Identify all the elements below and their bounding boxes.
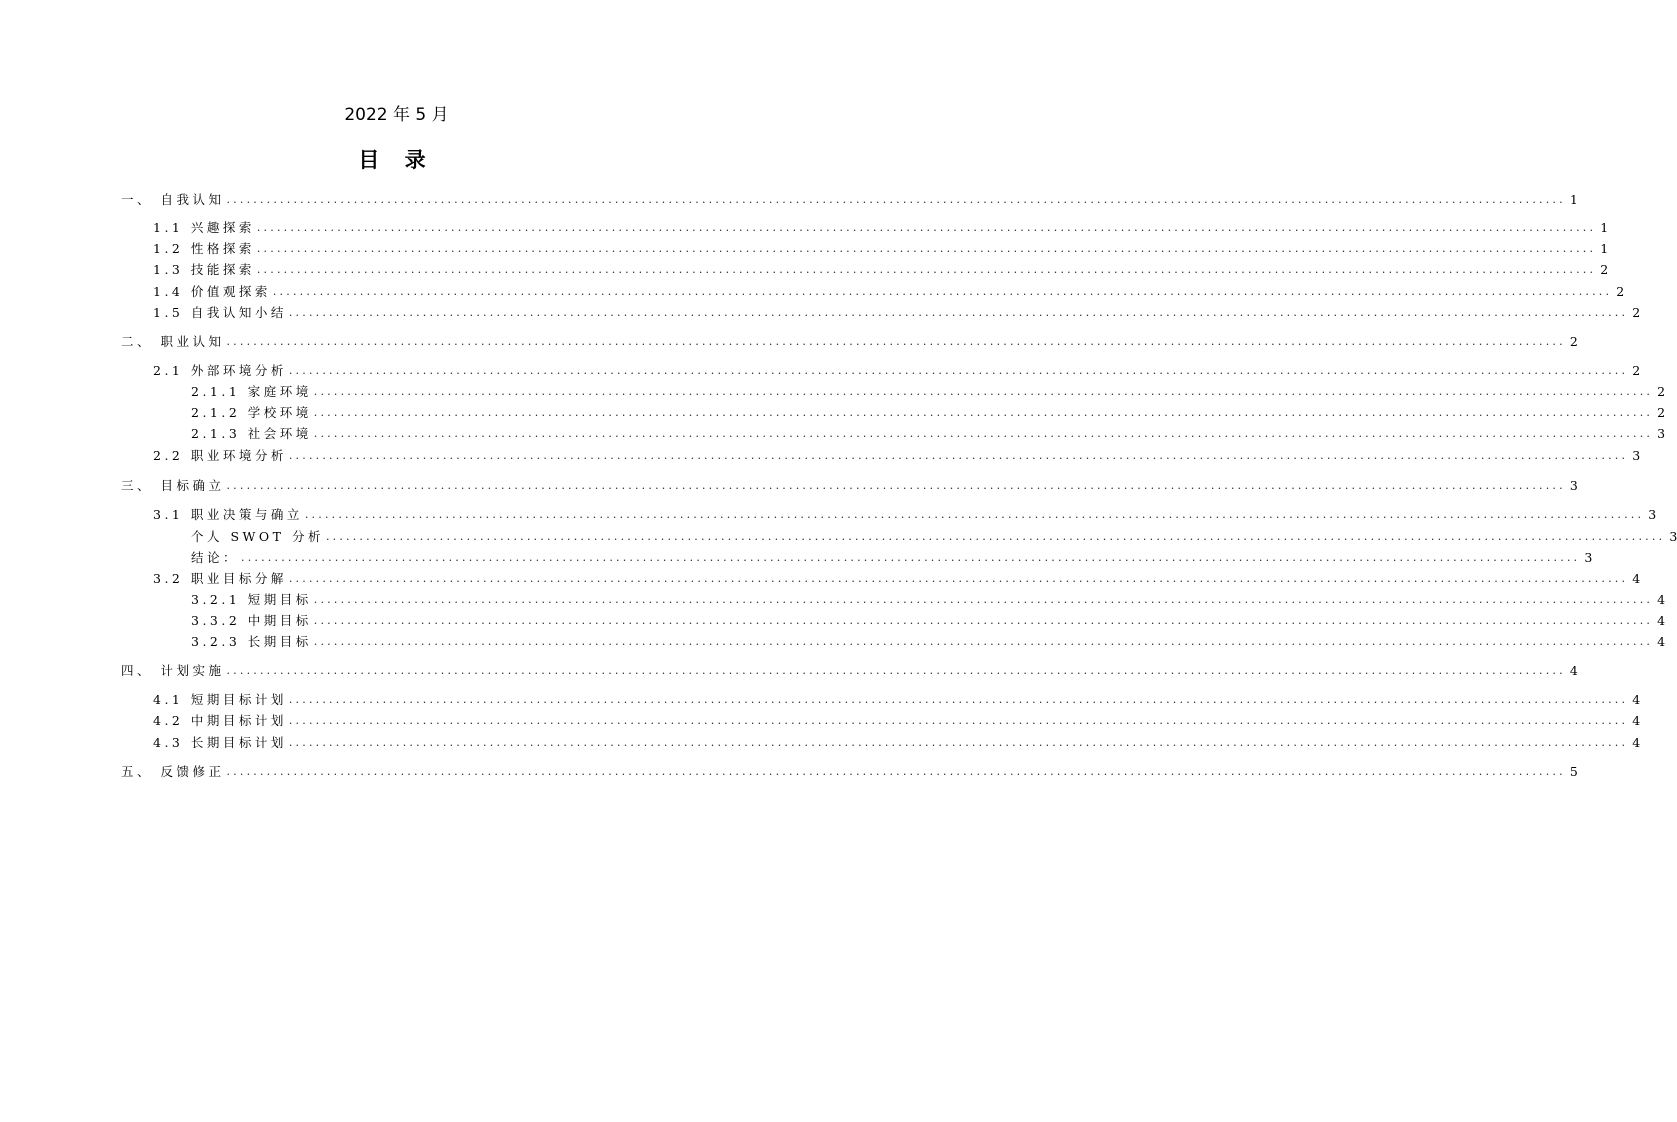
toc-entry[interactable] [153,733,1641,753]
toc-dot-leader: ........................................................................................................................................................................................................ [241,551,1581,564]
toc-entry-page: 4 [1632,735,1641,750]
toc-title: 目 录 [358,148,435,172]
toc-entry[interactable] [153,569,1641,589]
toc-entry-page: 3 [1569,478,1578,493]
toc-dot-leader: ........................................................................................................................................................................................................ [288,736,1629,749]
toc-dot-leader: ........................................................................................................................................................................................................ [313,614,1654,627]
toc-entry-label: 3.2.3 长期目标 [191,634,312,649]
toc-entry-label: 1.2 性格探索 [153,241,255,256]
toc-dot-leader: ........................................................................................................................................................................................................ [288,714,1629,727]
toc-entry-label: 4.3 长期目标计划 [153,735,287,750]
toc-entry-page: 3 [1648,507,1657,522]
toc-dot-leader: ........................................................................................................................................................................................................ [256,221,1597,234]
toc-entry[interactable] [153,690,1641,710]
toc-entry-page: 2 [1569,334,1578,349]
toc-entry[interactable] [153,505,1657,525]
toc-dot-leader: ........................................................................................................................................................................................................ [313,635,1654,648]
toc-entry-page: 3 [1657,426,1666,441]
toc-dot-leader: ........................................................................................................................................................................................................ [226,193,1566,206]
toc-entry-label: 三、 目标确立 [121,478,225,493]
toc-entry[interactable] [153,303,1641,323]
toc-entry-page: 4 [1632,692,1641,707]
toc-dot-leader: ........................................................................................................................................................................................................ [313,593,1654,606]
toc-entry-page: 2 [1632,305,1641,320]
toc-entry-label: 3.2 职业目标分解 [153,571,287,586]
toc-entry[interactable] [153,711,1641,731]
toc-entry[interactable] [121,190,1578,210]
toc-entry-page: 2 [1600,262,1609,277]
toc-dot-leader: ........................................................................................................................................................................................................ [226,664,1566,677]
toc-entry[interactable] [153,446,1641,466]
toc-entry[interactable] [153,260,1609,280]
toc-entry-label: 2.2 职业环境分析 [153,448,287,463]
toc-dot-leader: ........................................................................................................................................................................................................ [288,306,1629,319]
toc-entry-label: 4.2 中期目标计划 [153,713,287,728]
toc-entry-page: 4 [1632,571,1641,586]
toc-entry-label: 2.1.3 社会环境 [191,426,312,441]
toc-entry[interactable] [153,282,1625,302]
toc-entry-label: 3.2.1 短期目标 [191,592,312,607]
toc-entry[interactable] [191,424,1666,444]
toc-entry[interactable] [191,403,1666,423]
toc-entry[interactable] [191,527,1677,547]
toc-entry-page: 3 [1632,448,1641,463]
toc-entry-page: 2 [1657,405,1666,420]
toc-dot-leader: ........................................................................................................................................................................................................ [288,572,1629,585]
toc-entry-page: 5 [1569,764,1578,779]
toc-entry[interactable] [191,590,1666,610]
toc-entry-label: 四、 计划实施 [121,663,225,678]
toc-entry[interactable] [191,611,1666,631]
toc-entry[interactable] [153,218,1609,238]
toc-entry-label: 个人 SWOT 分析 [191,529,324,544]
toc-dot-leader: ........................................................................................................................................................................................................ [288,449,1629,462]
toc-entry[interactable] [121,661,1578,681]
toc-dot-leader: ........................................................................................................................................................................................................ [313,406,1654,419]
toc-entry-label: 一、 自我认知 [121,192,225,207]
document-date: 2022 年 5 月 [344,105,449,125]
toc-entry-page: 4 [1657,592,1666,607]
toc-entry-page: 4 [1632,713,1641,728]
toc-entry-label: 4.1 短期目标计划 [153,692,287,707]
toc-entry-page: 3 [1584,550,1593,565]
toc-entry-label: 2.1.1 家庭环境 [191,384,312,399]
toc-dot-leader: ........................................................................................................................................................................................................ [325,530,1666,543]
toc-entry-label: 1.1 兴趣探索 [153,220,255,235]
toc-entry-label: 结论： [191,550,240,565]
toc-dot-leader: ........................................................................................................................................................................................................ [226,765,1566,778]
toc-entry-label: 2.1 外部环境分析 [153,363,287,378]
toc-entry-label: 1.4 价值观探索 [153,284,271,299]
toc-entry-label: 3.1 职业决策与确立 [153,507,303,522]
toc-dot-leader: ........................................................................................................................................................................................................ [313,427,1654,440]
toc-entry[interactable] [191,382,1666,402]
toc-dot-leader: ........................................................................................................................................................................................................ [226,335,1566,348]
toc-entry-label: 3.3.2 中期目标 [191,613,312,628]
toc-entry-page: 2 [1632,363,1641,378]
toc-entry[interactable] [121,476,1578,496]
toc-entry-page: 4 [1657,634,1666,649]
toc-dot-leader: ........................................................................................................................................................................................................ [313,385,1654,398]
toc-entry-page: 2 [1657,384,1666,399]
toc-entry[interactable] [121,332,1578,352]
toc-entry-label: 1.3 技能探索 [153,262,255,277]
toc-dot-leader: ........................................................................................................................................................................................................ [288,364,1629,377]
toc-entry-label: 2.1.2 学校环境 [191,405,312,420]
toc-dot-leader: ........................................................................................................................................................................................................ [288,693,1629,706]
toc-entry-page: 4 [1657,613,1666,628]
toc-entry[interactable] [121,762,1578,782]
toc-entry-page: 1 [1600,241,1609,256]
toc-entry[interactable] [191,632,1666,652]
toc-entry-page: 2 [1616,284,1625,299]
toc-entry-page: 3 [1669,529,1677,544]
toc-dot-leader: ........................................................................................................................................................................................................ [256,242,1597,255]
toc-dot-leader: ........................................................................................................................................................................................................ [226,479,1566,492]
toc-entry[interactable] [153,361,1641,381]
toc-entry-page: 1 [1600,220,1609,235]
toc-entry-page: 4 [1569,663,1578,678]
toc-entry[interactable] [153,239,1609,259]
toc-dot-leader: ........................................................................................................................................................................................................ [304,508,1645,521]
toc-entry-page: 1 [1569,192,1578,207]
toc-entry-label: 1.5 自我认知小结 [153,305,287,320]
toc-dot-leader: ........................................................................................................................................................................................................ [256,263,1597,276]
toc-entry-label: 二、 职业认知 [121,334,225,349]
toc-entry-label: 五、 反馈修正 [121,764,225,779]
toc-entry[interactable] [191,548,1593,568]
toc-dot-leader: ........................................................................................................................................................................................................ [272,285,1613,298]
